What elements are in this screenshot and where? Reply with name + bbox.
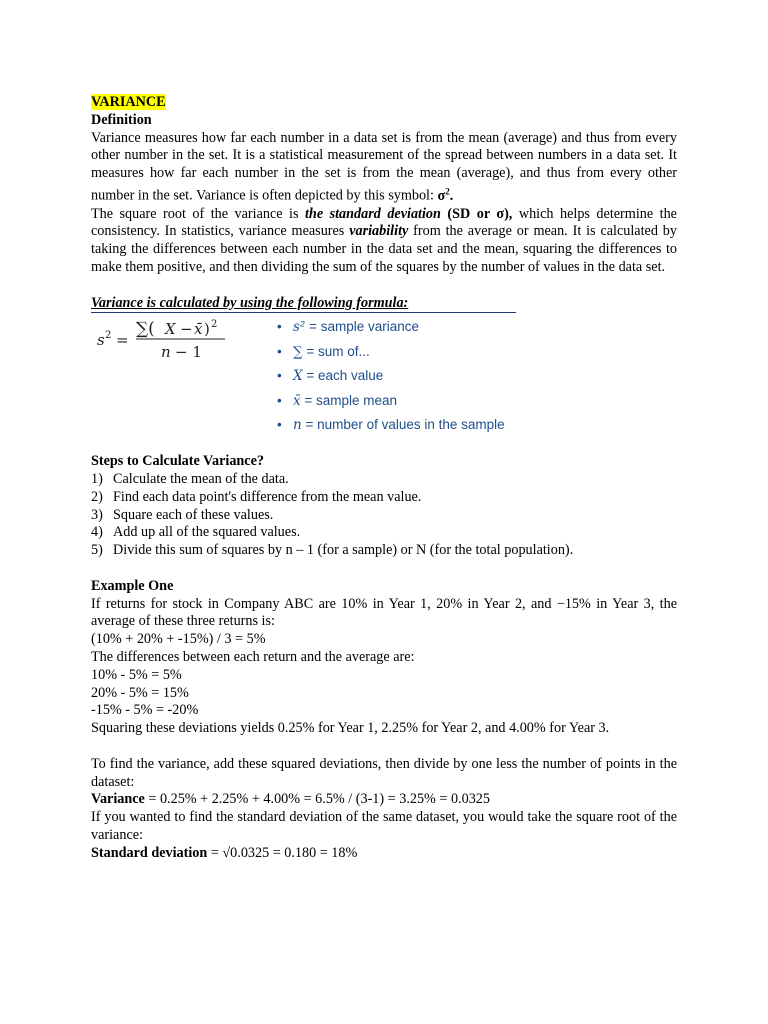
svg-text:2: 2 <box>105 330 112 342</box>
example-diff-1: 10% - 5% = 5% <box>91 666 182 683</box>
standard-deviation-term: the standard deviation <box>304 205 441 222</box>
sd-intro: If you wanted to find the standard deviation of the same dataset, you would take the square root of the variance: <box>91 809 677 844</box>
variance-result: Variance = 0.25% + 2.25% + 4.00% = 6.5% / (3-1) = 3.25% = 0.0325 <box>91 791 490 808</box>
example-squared: Squaring these deviations yields 0.25% for Year 1, 2.25% for Year 2, and 4.00% for Year 3. <box>91 720 610 737</box>
formula-heading: Variance is calculated by using the following formula: <box>91 295 516 314</box>
legend-item: • x̄ = sample mean <box>277 389 505 414</box>
document-page <box>91 94 677 863</box>
steps-heading: Steps to Calculate Variance? <box>91 453 264 470</box>
sd-result: Standard deviation = √0.0325 = 0.180 = 18% <box>91 844 358 861</box>
definition-paragraph-2: The square root of the variance is the standard deviation (SD or σ), which helps determine the consistency. In statistics, variance measures variability from the average or mean. It is calculated by taking the differences between each number in the data set and the mean, squaring the differences to make them positive, and then dividing the sum of the squares by the number of values in the data set. <box>91 205 677 275</box>
example-find: To find the variance, add these squared deviations, then divide by one less the number of points in the dataset: <box>91 755 677 790</box>
svg-text:s: s <box>97 331 105 350</box>
sigma-symbol: $\sigma^2$. <box>437 185 454 204</box>
example-diff-2: 20% - 5% = 15% <box>91 684 189 701</box>
variance-formula-image <box>91 317 241 367</box>
legend-item: • s² = sample variance <box>277 315 505 340</box>
svg-text:∑(: ∑( <box>136 319 155 340</box>
svg-text:n: n <box>161 343 171 362</box>
list-item: 3) Square each of these values. <box>91 506 274 523</box>
list-item: 2) Find each data point's difference from the mean value. <box>91 488 422 505</box>
legend-item: • n = number of values in the sample <box>277 413 505 438</box>
svg-text:x̄: x̄ <box>194 320 203 339</box>
definition-paragraph-1 <box>91 130 677 206</box>
svg-text:− 1: − 1 <box>175 343 202 362</box>
formula-legend <box>277 315 505 438</box>
legend-item: • X = each value <box>277 364 505 389</box>
svg-text:−: − <box>180 320 193 339</box>
list-item: 4) Add up all of the squared values. <box>91 524 301 541</box>
list-item: 5) Divide this sum of squares by n – 1 (for a sample) or N (for the total population). <box>91 542 574 559</box>
svg-text:2: 2 <box>211 319 218 331</box>
page-title: VARIANCE <box>91 94 166 110</box>
svg-text:=: = <box>116 331 129 350</box>
example-average: (10% + 20% + -15%) / 3 = 5% <box>91 631 266 648</box>
legend-item: • ∑ = sum of... <box>277 340 505 365</box>
definition-text: Variance measures how far each number in a data set is from the mean (average) and thus from every other number in the set. It is a statistical measurement of the spread between numbers in a data set. It measures how far each number in the set is from the mean (average), and thus from every other number in the set. Variance is often depicted by this symbol: <box>91 129 677 204</box>
variability-term: variability <box>349 223 409 240</box>
list-item: 1) Calculate the mean of the data. <box>91 471 289 488</box>
formula-block <box>91 315 677 453</box>
steps-list <box>91 471 677 560</box>
svg-text:X: X <box>165 320 176 339</box>
definition-heading: Definition <box>91 111 152 128</box>
example-diff-intro: The differences between each return and the average are: <box>91 649 415 666</box>
formula-heading-line <box>91 295 677 314</box>
title-line <box>91 94 677 112</box>
example-diff-3: -15% - 5% = -20% <box>91 702 199 719</box>
svg-text:): ) <box>204 320 210 339</box>
example-heading: Example One <box>91 577 174 594</box>
example-intro: If returns for stock in Company ABC are 10% in Year 1, 20% in Year 2, and −15% in Year 3, the average of these three returns is: <box>91 595 677 630</box>
